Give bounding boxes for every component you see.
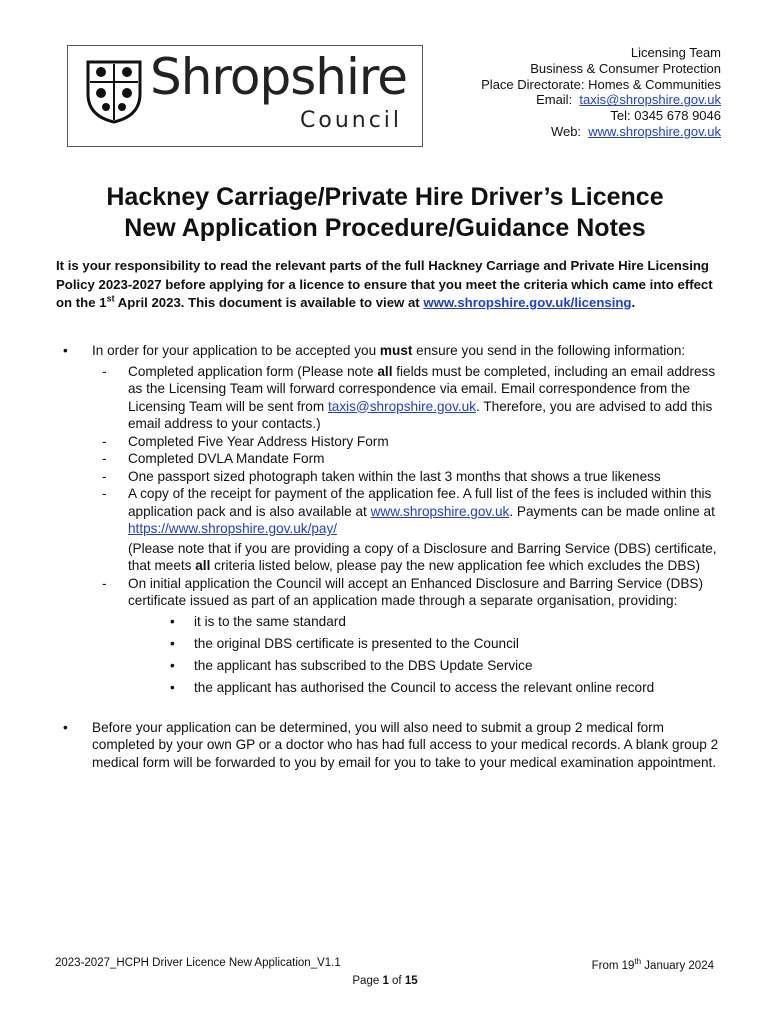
contact-email-link[interactable]: taxis@shropshire.gov.uk [579, 92, 721, 108]
sub-item-text: it is to the same standard [194, 613, 346, 629]
list-item [56, 485, 720, 575]
contact-web-link[interactable]: www.shropshire.gov.uk [588, 123, 721, 139]
dbs-note [128, 540, 720, 575]
footer-date-a: From 19 [591, 959, 635, 972]
bullet-icon: • [170, 679, 175, 695]
item2-text: Completed Five Year Address History Form [128, 433, 389, 449]
footer-date-b: January 2024 [641, 959, 714, 972]
dash-marker: - [102, 363, 107, 379]
bullet1-text-a: In order for your application to be accepted you [92, 343, 380, 358]
intro-text-2: April 2023. This document is available to view at [114, 295, 424, 310]
item3-text: Completed DVLA Mandate Form [128, 451, 325, 466]
contact-directorate: Place Directorate: Homes & Communities [481, 76, 721, 92]
intro-text-1: It is your responsibility to read the relevant parts of the full Hackney Carriage and Private Hire Licensing Policy 2023-2027 before applying for a licence to ensure that you meet the criteria which came into effect on the 1 [56, 258, 713, 310]
title-line-1: Hackney Carriage/Private Hire Driver’s Licence [106, 183, 664, 211]
title-line-2: New Application Procedure/Guidance Notes [124, 214, 646, 242]
contact-tel: Tel: 0345 678 9046 [610, 108, 721, 124]
logo-wordmark: Shropshire [150, 48, 408, 106]
sub-item [56, 613, 720, 631]
dash-marker: - [102, 468, 107, 484]
bullet-icon: • [170, 635, 175, 651]
page-label: Page [352, 975, 383, 987]
list-item [56, 468, 720, 486]
dash-marker: - [102, 486, 107, 501]
page-current: 1 [382, 975, 389, 987]
bullet2-text: Before your application can be determined, you will also need to submit a group 2 medical form completed by your own GP or a doctor who has had full access to your medical records. A blank group 2 medical form will be forwarded to you by email for you to take to your medical examination appointment. [92, 719, 719, 770]
item5-text-e: criteria listed below, please pay the new application fee which excludes the DBS) [210, 558, 701, 573]
bullet1-text-c: ensure you send in the following information: [412, 343, 686, 358]
dash-marker: - [102, 433, 107, 449]
bullet1-bold: must [379, 343, 413, 358]
sub-item-text: the applicant has authorised the Council to access the relevant online record [194, 679, 655, 695]
logo-subtitle: Council [300, 108, 403, 133]
pay-link[interactable]: https://www.shropshire.gov.uk/pay/ [128, 521, 338, 536]
bullet-icon: • [63, 343, 68, 358]
contact-email-line [481, 92, 721, 108]
dash-marker: - [102, 451, 107, 466]
council-logo [67, 45, 423, 147]
contact-block [481, 45, 721, 140]
bullet-icon: • [170, 613, 175, 629]
dash-marker: - [102, 575, 107, 591]
item1-text-d: . Therefore, you are advised to add this email address to your contacts.) [128, 398, 713, 431]
shropshire-link[interactable]: www.shropshire.gov.uk [370, 503, 510, 519]
item5-text-c: (Please note that if you are providing a copy of a Disclosure and Barring Service (DBS) certificate, that meets [128, 540, 717, 573]
footer-date-sup: th [634, 957, 642, 966]
footer-doc-ref: 2023-2027_HCPH Driver Licence New Application_V1.1 [55, 957, 341, 969]
list-item [56, 363, 720, 433]
coat-of-arms-icon [86, 60, 142, 124]
taxis-email-link[interactable]: taxis@shropshire.gov.uk [327, 398, 477, 414]
page-total: 15 [404, 975, 418, 987]
sub-item [56, 679, 720, 697]
item5-bold: all [195, 558, 211, 573]
item4-text: One passport sized photograph taken within the last 3 months that shows a true likeness [128, 468, 661, 484]
list-item [56, 433, 720, 451]
item1-text-c: fields must be completed, including an email address as the Licensing Team will forward correspondence via email. Email correspondence from the Licensing Team will be sent from [128, 363, 716, 414]
procedure-content [56, 342, 720, 771]
item5-text-a: A copy of the receipt for payment of the application fee. A full list of the fees is included within this application pack and is also available at [128, 486, 712, 519]
sub-item [56, 657, 720, 675]
sub-item-text: the original DBS certificate is presented to the Council [194, 635, 519, 651]
item1-text-a: Completed application form (Please note [128, 363, 378, 379]
licensing-link[interactable]: www.shropshire.gov.uk/licensing [423, 295, 632, 310]
item1-bold: all [377, 363, 393, 379]
footer-date [592, 957, 714, 972]
item6-text: On initial application the Council will accept an Enhanced Disclosure and Barring Service (DBS) certificate issued as part of an application made through a separate organisation, providing: [128, 575, 703, 608]
bullet-icon: • [63, 719, 68, 735]
page-of: of [388, 975, 405, 987]
contact-team: Licensing Team [630, 45, 721, 60]
list-item [56, 575, 720, 610]
page-title [0, 182, 770, 244]
list-item [56, 450, 720, 468]
contact-department: Business & Consumer Protection [530, 60, 721, 76]
sub-item [56, 635, 720, 653]
item5-text-b: . Payments can be made online at [509, 503, 715, 519]
contact-web-line [481, 124, 721, 140]
intro-sup: st [106, 293, 115, 304]
email-label: Email: [536, 92, 573, 108]
bullet-medical-form [56, 719, 720, 772]
sub-item-text: the applicant has subscribed to the DBS Update Service [194, 657, 533, 673]
bullet-required-info [56, 342, 720, 360]
web-label: Web: [550, 123, 582, 139]
intro-paragraph [56, 257, 720, 313]
intro-end: . [631, 295, 636, 310]
page-number [0, 975, 770, 987]
bullet-icon: • [170, 657, 175, 673]
